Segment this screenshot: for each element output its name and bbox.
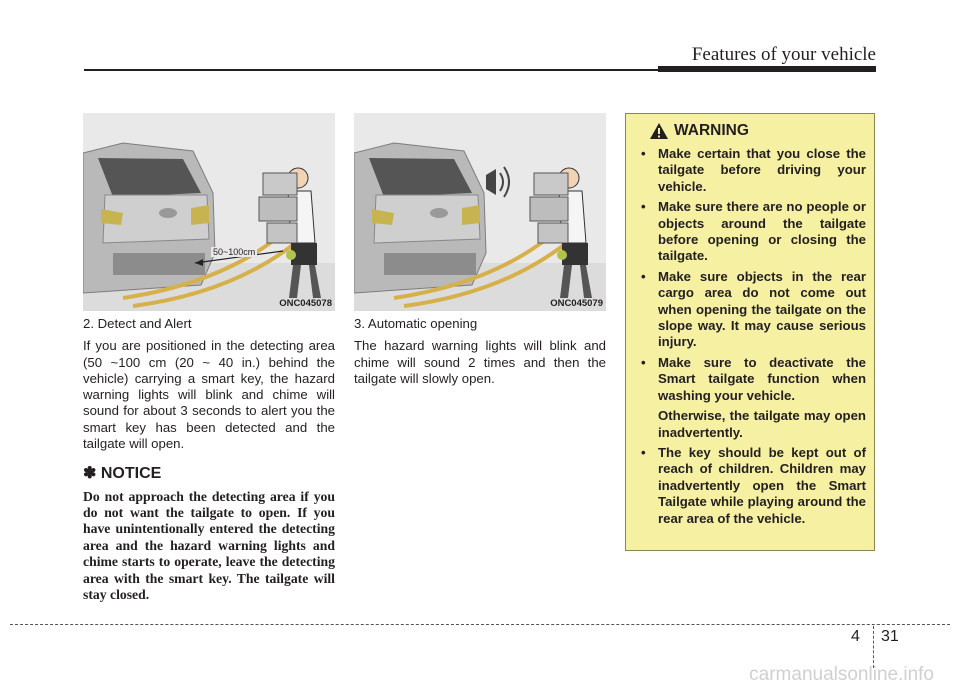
warning-box [625,113,875,551]
figure-code: ONC045079 [550,298,603,309]
illustration-car-person-detect [83,113,335,311]
chapter-number: 4 [851,628,860,645]
section-body: If you are positioned in the detecting area (50 ~100 cm (20 ~ 40 in.) behind the vehicle) carrying a smart key, the hazard warning lights will blink and chime will sound for about 3 seconds to alert you the smart key has been detected and the tailgate will open. [83,338,335,452]
warning-item [636,146,866,195]
warning-item-text: Make sure there are no people or objects around the tailgate before opening or closing the tailgate. [658,199,866,264]
section-body: The hazard warning lights will blink and chime will sound 2 times and then the tailgate will slowly open. [354,338,606,386]
warning-item-text: Make sure objects in the rear cargo area do not come out when opening the tailgate on the slope way. It may cause serious injury. [658,268,866,350]
distance-label: 50~100cm [213,247,256,257]
warning-list [636,146,866,527]
notice-title: ✽ NOTICE [83,465,162,483]
bullet: • [641,268,646,284]
middle-column [354,316,606,393]
illustration-car-person-opening [354,113,606,311]
warning-item-text: Make certain that you close the tailgate before driving your vehicle. [658,146,866,194]
warning-header [650,122,866,140]
footer-divider [873,626,874,668]
figure-detect-alert [83,113,335,311]
warning-item [636,199,866,265]
bullet: • [641,146,646,161]
notice-body: Do not approach the detecting area if you do not want the tailgate to open. If you have unintentionally entered the detecting area and the hazard warning lights and chime starts to operate, leave the detecting area with the smart key. The tailgate will stay closed. [83,488,335,603]
warning-triangle-icon [650,123,668,139]
warning-item-extra: Otherwise, the tailgate may open inadvertently. [658,408,866,440]
warning-title: WARNING [674,122,749,139]
header-title: Features of your vehicle [691,44,876,65]
figure-automatic-opening [354,113,606,311]
section-heading: 3. Automatic opening [354,316,478,331]
left-column [83,316,335,610]
bullet: • [641,444,646,460]
warning-item [636,269,866,351]
warning-item-text: The key should be kept out of reach of children. Children may inadvertently open the Smart Tailgate while playing around the rear area of the vehicle. [658,444,866,526]
section-heading: 2. Detect and Alert [83,316,192,331]
warning-item [636,445,866,527]
watermark: carmanualsonline.info [749,664,934,685]
warning-item-text: Make sure to deactivate the Smart tailgate function when washing your vehicle. [658,354,866,403]
footer-rule [10,624,950,625]
header-rule-accent [658,66,876,72]
page-number: 31 [881,628,899,645]
bullet: • [641,354,646,370]
bullet: • [641,199,646,215]
figure-code: ONC045078 [279,298,332,309]
warning-item [636,355,866,441]
